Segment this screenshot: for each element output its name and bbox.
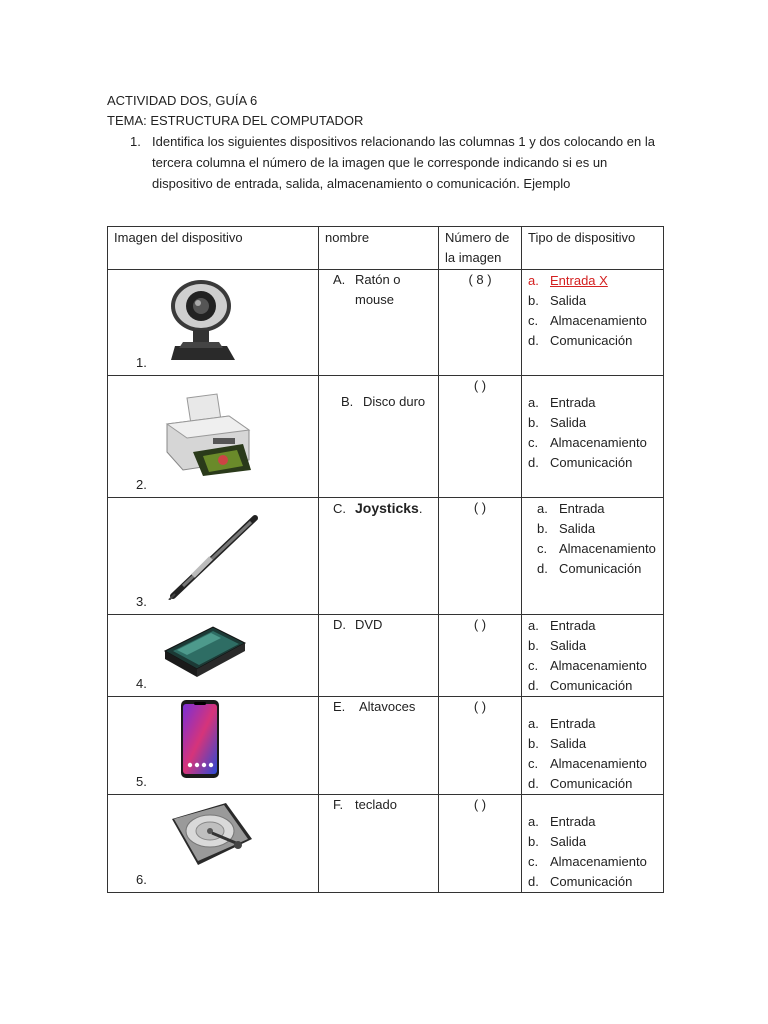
option-text: Comunicación	[550, 776, 633, 791]
hard-disk-icon	[166, 799, 256, 869]
option-letter: b.	[528, 834, 539, 849]
device-name	[319, 697, 438, 717]
option-text: Comunicación	[550, 333, 633, 348]
option-b[interactable]	[528, 291, 663, 311]
option-letter: a.	[528, 716, 539, 731]
name-letter: C.	[333, 501, 346, 516]
option-a[interactable]	[528, 616, 663, 636]
header-name: nombre	[325, 230, 370, 245]
option-letter: a.	[528, 395, 539, 410]
option-letter: d.	[528, 333, 539, 348]
option-a[interactable]	[528, 812, 663, 832]
option-letter: a.	[537, 501, 548, 516]
option-text: Almacenamiento	[550, 854, 647, 869]
smartphone-icon	[180, 699, 220, 779]
option-letter: b.	[528, 293, 539, 308]
printer-icon	[163, 390, 253, 478]
device-name	[319, 795, 438, 815]
question-number: 1.	[130, 134, 141, 149]
option-letter: d.	[528, 678, 539, 693]
option-d[interactable]	[537, 559, 663, 579]
option-letter: c.	[528, 435, 539, 450]
option-text: Salida	[550, 736, 587, 751]
name-text: DVD	[355, 617, 383, 632]
name-text: Ratón o mouse	[355, 272, 401, 307]
option-text: Entrada	[550, 618, 596, 633]
image-cell	[108, 615, 319, 697]
header-type: Tipo de dispositivo	[528, 230, 636, 245]
option-letter: c.	[528, 658, 539, 673]
option-text: Salida	[550, 834, 587, 849]
option-c[interactable]	[528, 852, 663, 872]
option-text: Salida	[550, 293, 587, 308]
option-d[interactable]	[528, 453, 663, 473]
option-text: Entrada	[559, 501, 605, 516]
option-letter: b.	[528, 638, 539, 653]
table-row	[108, 270, 664, 376]
answer-field[interactable]: ( 8 )	[468, 272, 492, 287]
option-letter: d.	[528, 776, 539, 791]
header-image: Imagen del dispositivo	[114, 230, 243, 245]
option-letter: c.	[528, 313, 539, 328]
option-letter: d.	[537, 561, 548, 576]
image-number: 1.	[136, 355, 147, 370]
device-name	[319, 270, 438, 310]
option-b[interactable]	[528, 413, 663, 433]
option-a[interactable]	[528, 714, 663, 734]
option-text: Salida	[559, 521, 596, 536]
name-letter: A.	[333, 272, 346, 287]
name-letter: E.	[333, 699, 346, 714]
stylus-pen-icon	[163, 514, 263, 600]
option-text: Almacenamiento	[559, 541, 656, 556]
option-letter: b.	[528, 415, 539, 430]
option-letter: d.	[528, 874, 539, 889]
option-text: Almacenamiento	[550, 756, 647, 771]
answer-field[interactable]: ( )	[473, 797, 487, 812]
option-text: Entrada X	[550, 273, 608, 288]
option-text: Comunicación	[550, 455, 633, 470]
option-c[interactable]	[528, 656, 663, 676]
answer-field[interactable]: ( )	[473, 617, 487, 632]
option-letter: d.	[528, 455, 539, 470]
image-cell	[108, 795, 319, 893]
option-text: Salida	[550, 415, 587, 430]
name-text: Joysticks	[355, 500, 419, 516]
option-a-selected[interactable]	[528, 271, 663, 291]
option-c[interactable]	[528, 754, 663, 774]
type-options	[522, 270, 663, 351]
option-b[interactable]	[528, 734, 663, 754]
device-name	[319, 615, 438, 635]
image-cell	[108, 376, 319, 498]
name-text: Disco duro	[363, 394, 426, 409]
name-letter: F.	[333, 797, 344, 812]
scanner-icon	[163, 617, 247, 679]
option-text: Almacenamiento	[550, 658, 647, 673]
topic-title: TEMA: ESTRUCTURA DEL COMPUTADOR	[107, 113, 364, 128]
image-cell	[108, 697, 319, 795]
answer-field[interactable]: ( )	[473, 500, 487, 515]
option-letter: a.	[528, 814, 539, 829]
type-options	[522, 615, 663, 696]
table-row	[108, 615, 664, 697]
name-suffix: .	[418, 501, 423, 516]
option-b[interactable]	[537, 519, 663, 539]
name-text: teclado	[355, 797, 397, 812]
option-letter: a.	[528, 618, 539, 633]
header-number: Número de la imagen	[445, 230, 510, 265]
option-letter: b.	[528, 736, 539, 751]
devices-table	[107, 226, 664, 893]
option-c[interactable]	[537, 539, 663, 559]
option-letter: a.	[528, 273, 539, 288]
option-c[interactable]	[528, 311, 663, 331]
option-d[interactable]	[528, 872, 663, 892]
option-a[interactable]	[528, 393, 663, 413]
option-b[interactable]	[528, 832, 663, 852]
webcam-icon	[163, 276, 243, 366]
option-text: Almacenamiento	[550, 435, 647, 450]
image-number: 3.	[136, 594, 147, 609]
answer-field[interactable]: ( )	[473, 699, 487, 714]
option-letter: c.	[537, 541, 548, 556]
option-text: Entrada	[550, 716, 596, 731]
option-text: Salida	[550, 638, 587, 653]
image-number: 4.	[136, 676, 147, 691]
activity-title: ACTIVIDAD DOS, GUÍA 6	[107, 93, 258, 108]
table-row	[108, 795, 664, 893]
device-name	[319, 376, 438, 412]
option-d[interactable]	[528, 774, 663, 794]
option-c[interactable]	[528, 433, 663, 453]
option-text: Almacenamiento	[550, 313, 647, 328]
type-options	[522, 795, 663, 892]
table-row	[108, 697, 664, 795]
option-text: Comunicación	[559, 561, 642, 576]
image-number: 6.	[136, 872, 147, 887]
image-number: 5.	[136, 774, 147, 789]
question-text: Identifica los siguientes dispositivos relacionando las columnas 1 y dos colocando en la tercera columna el número de la imagen que le corresponde indicando si es un dispositivo de entrada, salida, almacenamiento o comunicación. Ejemplo	[152, 134, 655, 191]
option-text: Comunicación	[550, 678, 633, 693]
table-header-row	[108, 227, 664, 270]
option-a[interactable]	[537, 499, 663, 519]
option-text: Entrada	[550, 814, 596, 829]
name-letter: B.	[341, 394, 354, 409]
option-d[interactable]	[528, 331, 663, 351]
table-row	[108, 498, 664, 615]
option-text: Entrada	[550, 395, 596, 410]
type-options	[522, 376, 663, 473]
device-name	[319, 498, 438, 519]
image-cell	[108, 498, 319, 615]
option-letter: b.	[537, 521, 548, 536]
name-letter: D.	[333, 617, 346, 632]
option-b[interactable]	[528, 636, 663, 656]
option-letter: c.	[528, 756, 539, 771]
image-number: 2.	[136, 477, 147, 492]
type-options	[522, 697, 663, 794]
option-d[interactable]	[528, 676, 663, 696]
name-text: Altavoces	[359, 699, 416, 714]
image-cell	[108, 270, 319, 376]
answer-field[interactable]: ( )	[473, 378, 487, 393]
type-options	[522, 498, 663, 579]
option-text: Comunicación	[550, 874, 633, 889]
option-letter: c.	[528, 854, 539, 869]
table-row	[108, 376, 664, 498]
